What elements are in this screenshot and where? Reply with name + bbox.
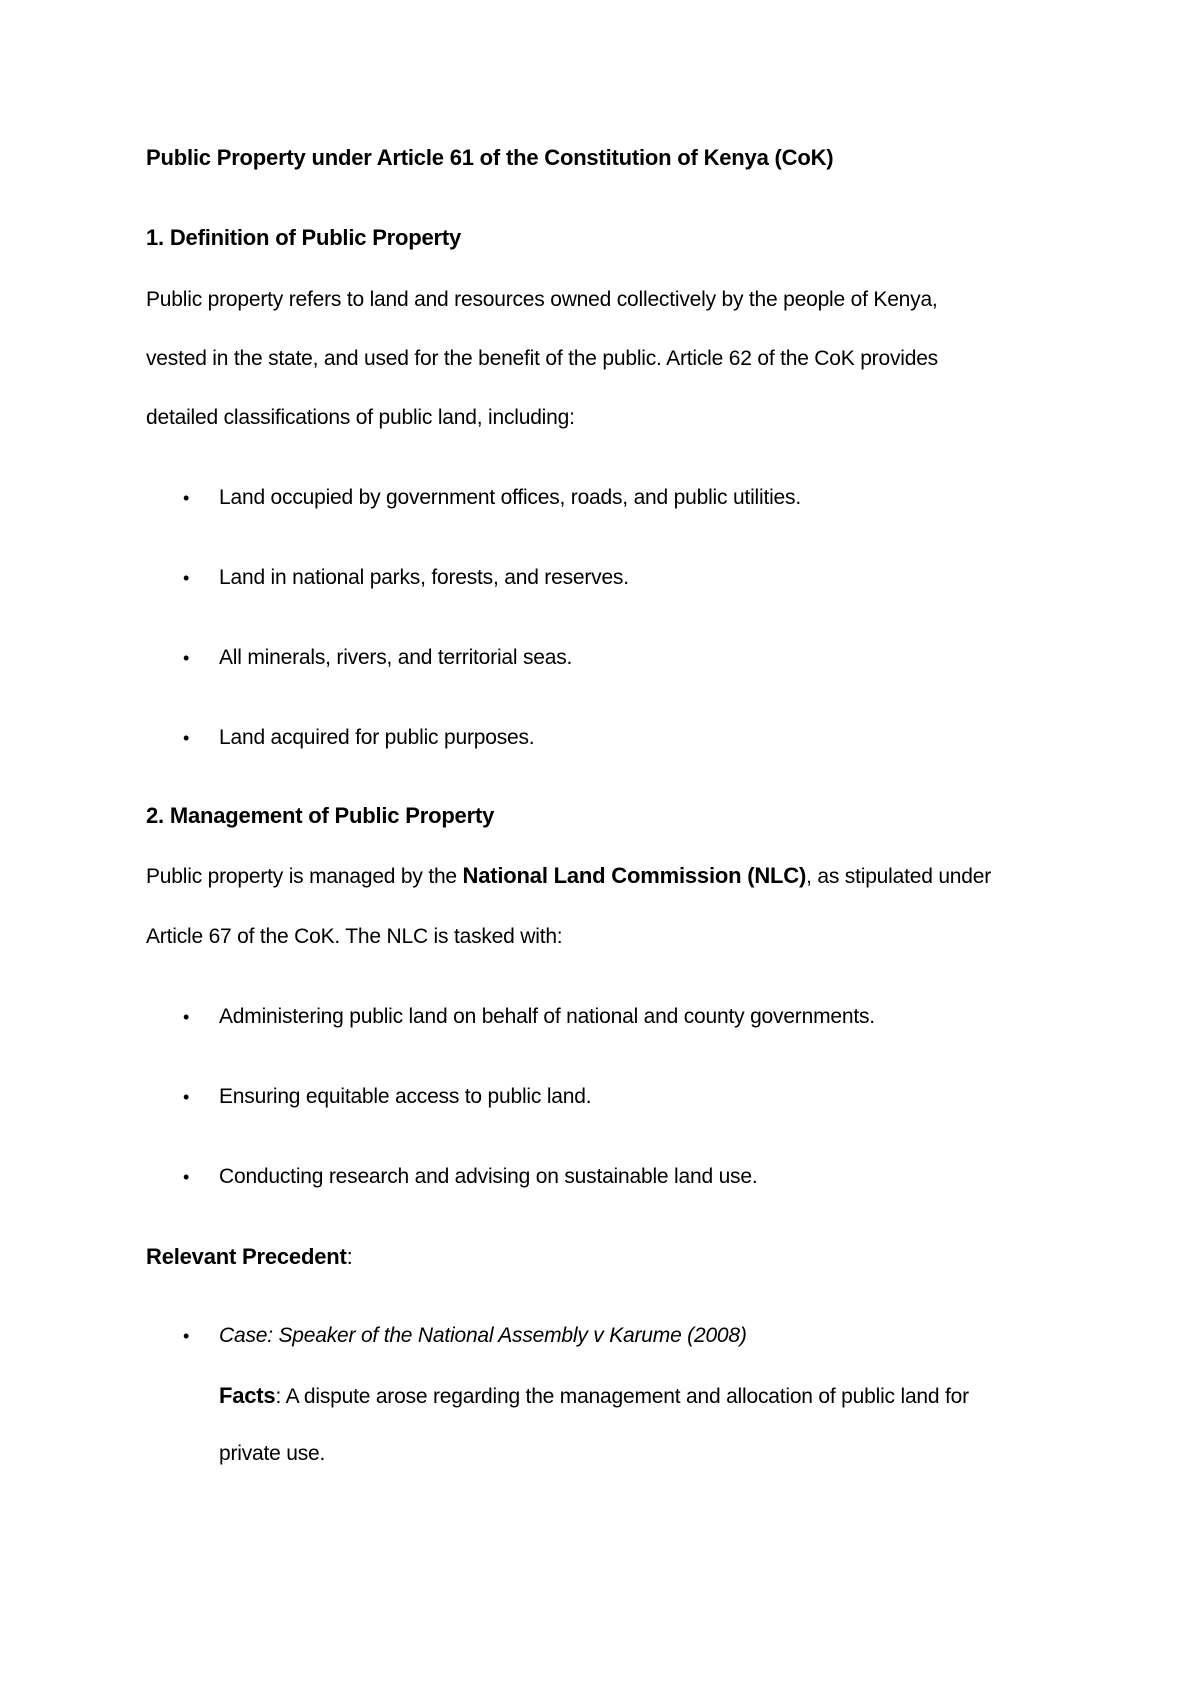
list-item-text: Land acquired for public purposes.: [219, 726, 535, 749]
list-item: [183, 1324, 747, 1348]
list-item-text: Administering public land on behalf of national and county governments.: [219, 1005, 875, 1028]
list-item-text: Ensuring equitable access to public land.: [219, 1085, 592, 1108]
section-1-paragraph-line: detailed classifications of public land, including:: [146, 406, 575, 429]
precedent-heading-text: Relevant Precedent: [146, 1244, 347, 1269]
bullet-icon: •: [183, 1087, 190, 1107]
list-item: [183, 726, 534, 750]
document-title: Public Property under Article 61 of the Constitution of Kenya (CoK): [146, 145, 834, 170]
bullet-icon: •: [183, 568, 190, 588]
list-item-text: Land occupied by government offices, roads, and public utilities.: [219, 486, 801, 509]
list-item: [183, 1165, 757, 1189]
section-2-paragraph-line: Article 67 of the CoK. The NLC is tasked with:: [146, 925, 563, 948]
list-item: [183, 566, 629, 590]
precedent-heading: [146, 1244, 353, 1270]
paragraph-text: , as stipulated under: [806, 865, 992, 888]
case-citation: Case: Speaker of the National Assembly v Karume (2008): [219, 1324, 747, 1347]
section-1-paragraph-line: vested in the state, and used for the benefit of the public. Article 62 of the CoK provides: [146, 347, 938, 370]
section-1-heading: 1. Definition of Public Property: [146, 225, 462, 250]
list-item-text: Conducting research and advising on sustainable land use.: [219, 1165, 758, 1188]
list-item: [183, 486, 801, 510]
list-item: [183, 1085, 591, 1109]
section-2-heading: 2. Management of Public Property: [146, 803, 495, 828]
bullet-icon: •: [183, 728, 190, 748]
facts-label: Facts: [219, 1383, 276, 1408]
list-item: [183, 1005, 875, 1029]
facts-text: : A dispute arose regarding the management and allocation of public land for: [275, 1385, 969, 1408]
section-2-paragraph-line: [146, 863, 991, 889]
bullet-icon: •: [183, 488, 190, 508]
bullet-icon: •: [183, 1007, 190, 1027]
facts-line: [219, 1383, 969, 1409]
list-item-text: All minerals, rivers, and territorial seas.: [219, 646, 573, 669]
list-item: [183, 646, 572, 670]
list-item-text: Land in national parks, forests, and reserves.: [219, 566, 629, 589]
paragraph-text: Public property is managed by the: [146, 865, 463, 888]
bullet-icon: •: [183, 1167, 190, 1187]
facts-line: private use.: [219, 1442, 326, 1465]
nlc-emphasis: National Land Commission (NLC): [462, 863, 807, 888]
section-1-paragraph-line: Public property refers to land and resources owned collectively by the people of Kenya,: [146, 288, 938, 311]
bullet-icon: •: [183, 1326, 190, 1346]
bullet-icon: •: [183, 648, 190, 668]
precedent-heading-colon: :: [346, 1244, 353, 1269]
